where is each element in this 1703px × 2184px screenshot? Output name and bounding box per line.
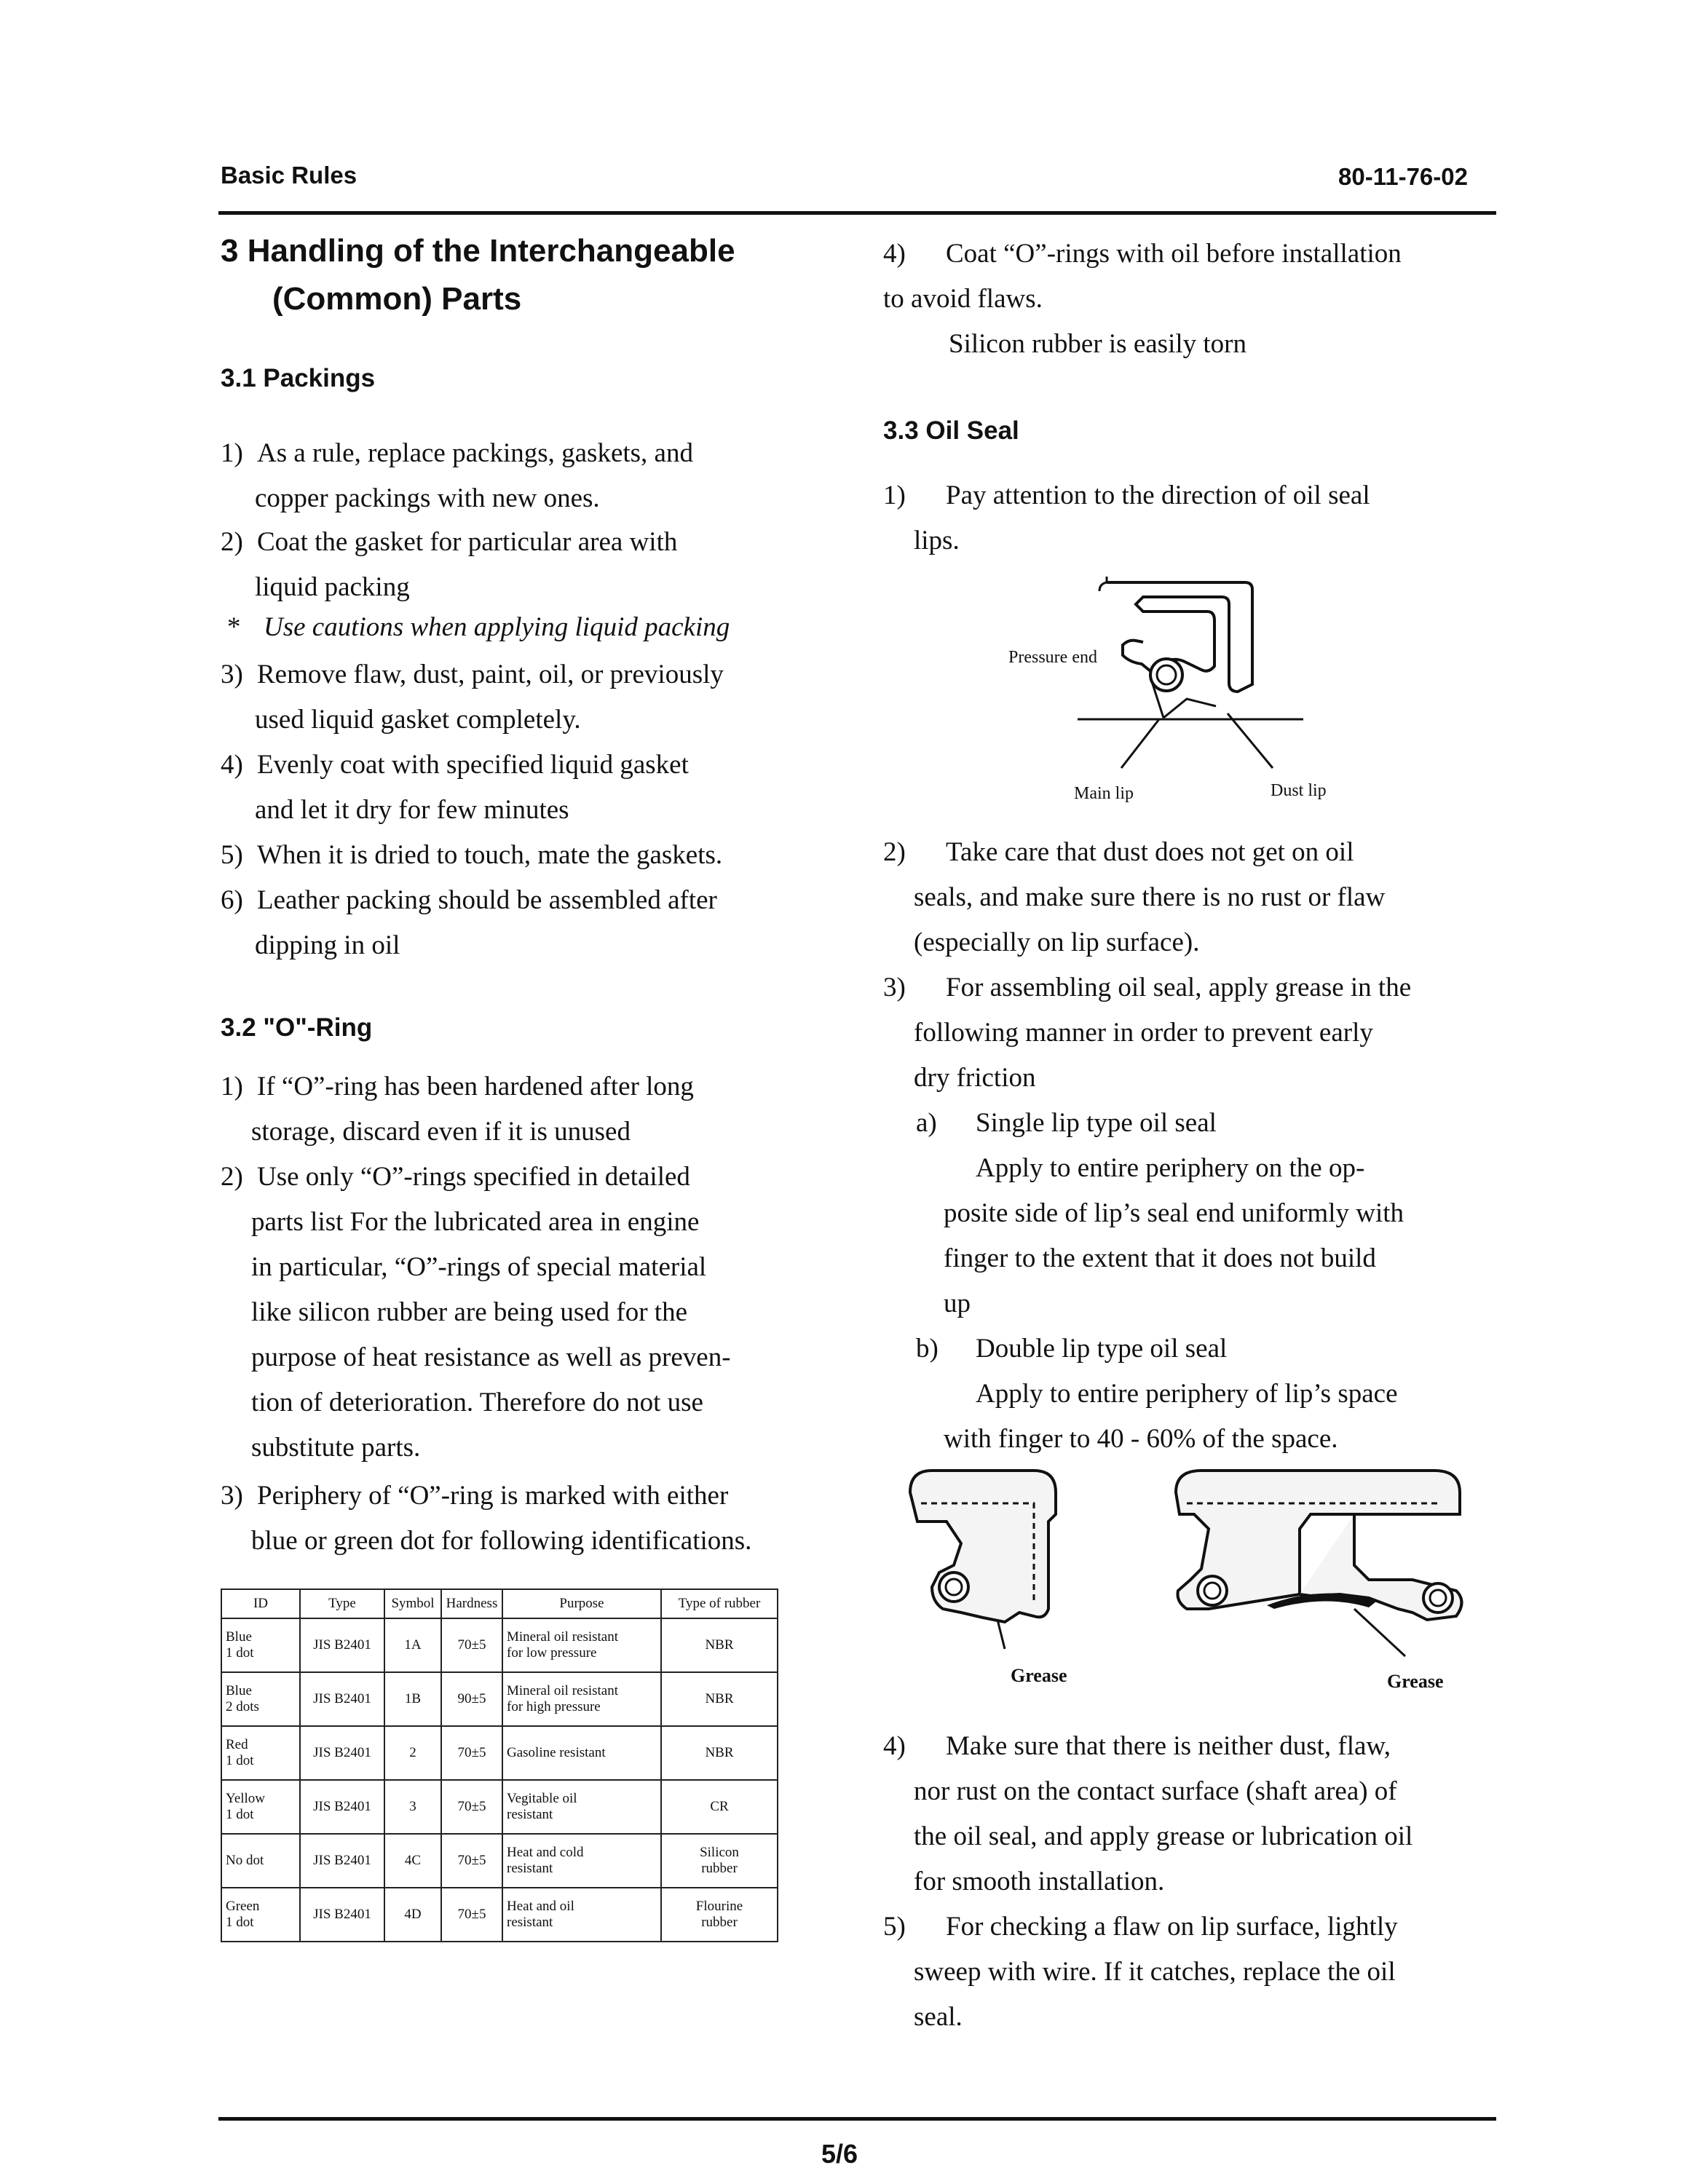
packing-item-5: 5) When it is dried to touch, mate the gaskets. xyxy=(221,840,723,870)
table-cell-hardness: 70±5 xyxy=(441,1888,502,1942)
table-cell-rubber: NBR xyxy=(661,1618,778,1672)
grease-label-double: Grease xyxy=(1387,1671,1444,1692)
table-cell-id: Blue 1 dot xyxy=(221,1618,300,1672)
oil-seal-sub-b: b) Double lip type oil seal Apply to entire periphery of lip’s space with finger to 40 - 60% of the space. xyxy=(916,1334,1398,1454)
document-number: 80-11-76-02 xyxy=(1338,163,1468,190)
table-cell-rubber: NBR xyxy=(661,1672,778,1726)
table-cell-symbol: 4C xyxy=(384,1834,441,1888)
table-cell-type: JIS B2401 xyxy=(300,1834,384,1888)
table-cell-purpose: Mineral oil resistant for low pressure xyxy=(502,1618,661,1672)
table-cell-type: JIS B2401 xyxy=(300,1726,384,1780)
table-cell-rubber: Flourine rubber xyxy=(661,1888,778,1942)
table-cell-type: JIS B2401 xyxy=(300,1888,384,1942)
grease-label-single: Grease xyxy=(1011,1665,1067,1686)
table-cell-symbol: 4D xyxy=(384,1888,441,1942)
o-ring-item-4: 4) Coat “O”-rings with oil before installation to avoid flaws. Silicon rubber is easily torn xyxy=(883,239,1402,359)
packing-item-3: 3) Remove flaw, dust, paint, oil, or previously used liquid gasket completely. xyxy=(221,660,724,735)
table-cell-id: Blue 2 dots xyxy=(221,1672,300,1726)
table-cell-type: JIS B2401 xyxy=(300,1618,384,1672)
section-3-1-heading: 3.1 Packings xyxy=(221,364,376,392)
oil-seal-sub-a: a) Single lip type oil seal Apply to entire periphery on the op- posite side of lip’s seal end uniformly with finger to the extent that it does not build up xyxy=(916,1108,1404,1318)
table-cell-hardness: 90±5 xyxy=(441,1672,502,1726)
table-header-cell: Symbol xyxy=(384,1589,441,1618)
table-header-cell: Type xyxy=(300,1589,384,1618)
section-3-3-heading: 3.3 Oil Seal xyxy=(883,416,1019,445)
table-cell-purpose: Gasoline resistant xyxy=(502,1726,661,1780)
oil-seal-item-2: 2) Take care that dust does not get on oil seals, and make sure there is no rust or flaw (especially on lip surface). xyxy=(883,837,1386,957)
table-row xyxy=(221,1834,778,1888)
o-ring-identification-table xyxy=(221,1588,778,1942)
oil-seal-item-3: 3) For assembling oil seal, apply grease in the following manner in order to prevent early dry friction xyxy=(883,973,1412,1093)
table-cell-purpose: Vegitable oil resistant xyxy=(502,1780,661,1834)
section-title: 3 Handling of the Interchangeable (Common) Parts xyxy=(221,233,735,317)
o-ring-item-2: 2) Use only “O”-rings specified in detailed parts list For the lubricated area in engine in particular, “O”-rings of special material like silicon rubber are being used for the purpose of heat resistance as well as preven- tion of deterioration. Therefore do not use substitute parts. xyxy=(221,1162,731,1463)
table-cell-hardness: 70±5 xyxy=(441,1726,502,1780)
table-cell-hardness: 70±5 xyxy=(441,1618,502,1672)
table-row xyxy=(221,1888,778,1942)
packing-item-2: 2) Coat the gasket for particular area with liquid packing xyxy=(221,527,678,602)
table-cell-type: JIS B2401 xyxy=(300,1672,384,1726)
oil-seal-item-1: 1) Pay attention to the direction of oil seal lips. xyxy=(883,480,1370,555)
packing-item-1: 1) As a rule, replace packings, gaskets, and copper packings with new ones. xyxy=(221,438,693,513)
table-cell-purpose: Heat and oil resistant xyxy=(502,1888,661,1942)
table-row xyxy=(221,1726,778,1780)
table-row xyxy=(221,1672,778,1726)
table-row xyxy=(221,1780,778,1834)
table-cell-id: No dot xyxy=(221,1834,300,1888)
oil-seal-item-5: 5) For checking a flaw on lip surface, lightly sweep with wire. If it catches, replace the oil seal. xyxy=(883,1912,1398,2032)
table-cell-purpose: Mineral oil resistant for high pressure xyxy=(502,1672,661,1726)
table-cell-symbol: 3 xyxy=(384,1780,441,1834)
o-ring-item-3: 3) Periphery of “O”-ring is marked with either blue or green dot for following identifications. xyxy=(221,1481,752,1556)
packing-item-4: 4) Evenly coat with specified liquid gasket and let it dry for few minutes xyxy=(221,750,689,825)
table-row xyxy=(221,1618,778,1672)
table-cell-purpose: Heat and cold resistant xyxy=(502,1834,661,1888)
table-header-row xyxy=(221,1589,778,1618)
header-divider xyxy=(218,211,1496,215)
table-cell-rubber: NBR xyxy=(661,1726,778,1780)
table-cell-type: JIS B2401 xyxy=(300,1780,384,1834)
table-cell-symbol: 1A xyxy=(384,1618,441,1672)
footer-divider xyxy=(218,2117,1496,2121)
main-lip-label: Main lip xyxy=(1074,784,1134,803)
page-number: 5/6 xyxy=(821,2139,858,2169)
table-cell-rubber: Silicon rubber xyxy=(661,1834,778,1888)
table-header-cell: Hardness xyxy=(441,1589,502,1618)
grease-application-diagram xyxy=(903,1463,1485,1711)
oil-seal-lip-diagram xyxy=(997,575,1376,815)
oil-seal-item-4: 4) Make sure that there is neither dust, flaw, nor rust on the contact surface (shaft area) of the oil seal, and apply grease or lubrication oil for smooth installation. xyxy=(883,1731,1413,1896)
table-cell-symbol: 1B xyxy=(384,1672,441,1726)
packing-item-6: 6) Leather packing should be assembled after dipping in oil xyxy=(221,885,717,960)
header-title: Basic Rules xyxy=(221,162,357,189)
packing-caution-note: * Use cautions when applying liquid packing xyxy=(227,612,730,642)
o-ring-item-1: 1) If “O”-ring has been hardened after long storage, discard even if it is unused xyxy=(221,1072,694,1147)
pressure-end-label: Pressure end xyxy=(1008,648,1097,667)
table-header-cell: ID xyxy=(221,1589,300,1618)
table-cell-symbol: 2 xyxy=(384,1726,441,1780)
table-cell-hardness: 70±5 xyxy=(441,1834,502,1888)
table-cell-id: Yellow 1 dot xyxy=(221,1780,300,1834)
table-cell-rubber: CR xyxy=(661,1780,778,1834)
table-cell-id: Green 1 dot xyxy=(221,1888,300,1942)
dust-lip-label: Dust lip xyxy=(1271,781,1327,800)
table-header-cell: Purpose xyxy=(502,1589,661,1618)
table-cell-id: Red 1 dot xyxy=(221,1726,300,1780)
table-header-cell: Type of rubber xyxy=(661,1589,778,1618)
section-3-2-heading: 3.2 "O"-Ring xyxy=(221,1013,373,1042)
table-cell-hardness: 70±5 xyxy=(441,1780,502,1834)
